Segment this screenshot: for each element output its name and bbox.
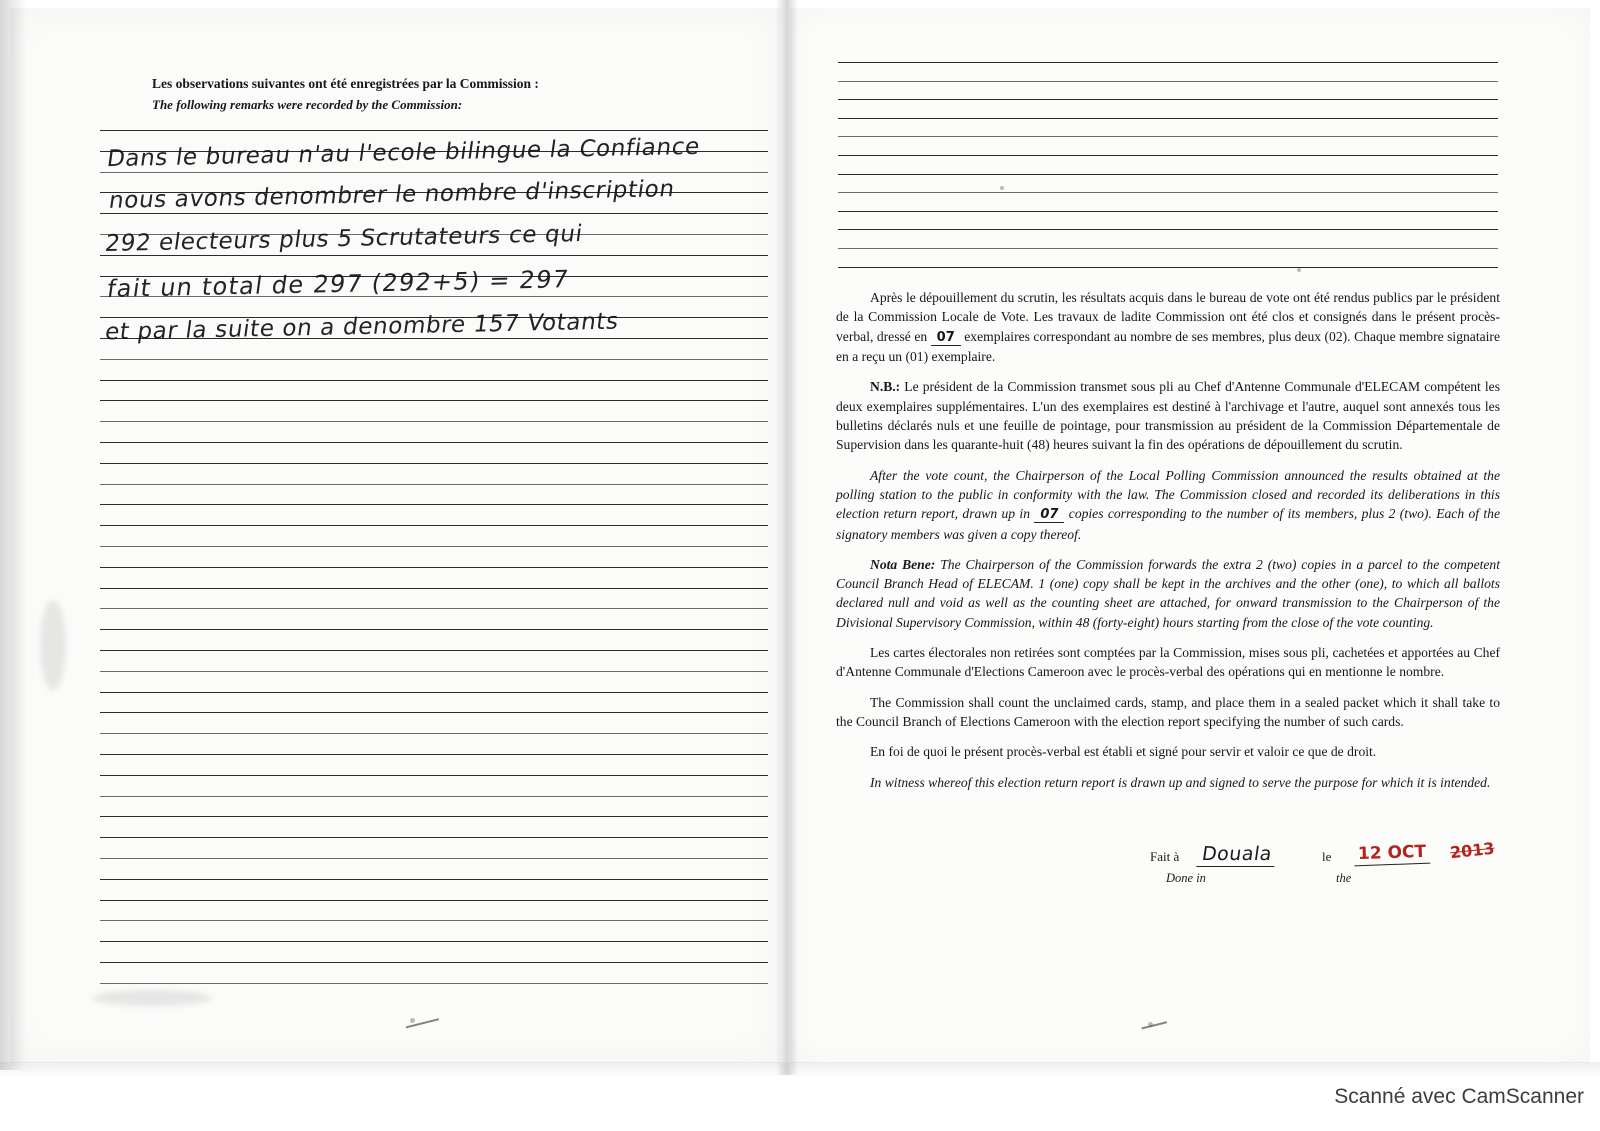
ruled-line bbox=[838, 229, 1498, 230]
handwritten-line-5: et par la suite on a denombre 157 Votants bbox=[103, 308, 621, 346]
right-page-body bbox=[836, 288, 1500, 803]
ruled-line bbox=[838, 211, 1498, 212]
paragraph-nb-fr bbox=[836, 377, 1500, 454]
page-bottom-shadow bbox=[0, 1062, 1600, 1078]
ruled-line bbox=[100, 421, 768, 422]
paragraph-unclaimed-cards-en: The Commission shall count the unclaimed cards, stamp, and place them in a sealed packet which it shall take to the Council Branch of Elections Cameroon with the election report specifying the number of such cards. bbox=[836, 694, 1500, 729]
done-in-label: Done in bbox=[1166, 871, 1206, 885]
ruled-line bbox=[838, 62, 1498, 63]
ruled-line bbox=[838, 192, 1498, 193]
ruled-line bbox=[100, 733, 768, 734]
ruled-line bbox=[100, 816, 768, 817]
ruled-line bbox=[100, 359, 768, 360]
paragraph-witness-fr: En foi de quoi le présent procès-verbal est établi et signé pour servir et valoir ce que de droit. bbox=[870, 744, 1377, 760]
ruled-line bbox=[100, 130, 768, 131]
signature-block bbox=[1150, 838, 1510, 885]
scan-smudge bbox=[40, 600, 66, 690]
the-label: the bbox=[1336, 871, 1352, 885]
para1-text: Après le dépouillement du scrutin, les résultats acquis dans le bureau de vote ont été rendus publics par le président de la Commission Locale de Vote. Les travaux de ladite Commission ont été clos et consignés dans le présent procès-verbal, dressé en bbox=[836, 290, 1500, 344]
scan-speck bbox=[1000, 186, 1004, 190]
ruled-line bbox=[838, 248, 1498, 249]
ruled-lines-left bbox=[100, 130, 768, 998]
ruled-line bbox=[100, 588, 768, 589]
nota-bene-text: The Chairperson of the Commission forwards the extra 2 (two) copies in a parcel to the competent Council Branch Head of ELECAM. 1 (one) copy shall be kept in the archives and the other (one), to which all ballots declared null and void as well as the counting sheet are attached, for onward transmission to the Chairperson of the Divisional Supervisory Commission, within 48 (forty-eight) hours starting from the close of the vote counting. bbox=[836, 556, 1501, 630]
ruled-line bbox=[100, 671, 768, 672]
ruled-line bbox=[100, 172, 768, 173]
ruled-line bbox=[100, 900, 768, 901]
paragraph-nota-bene-en bbox=[836, 555, 1500, 632]
nota-bene-lead-label: Nota Bene: bbox=[870, 556, 936, 572]
ruled-line bbox=[100, 400, 768, 401]
year-value: 2013 bbox=[1449, 838, 1496, 863]
ruled-line bbox=[100, 629, 768, 630]
ruled-line bbox=[100, 380, 768, 381]
para1-text-after: exemplaires correspondant au nombre de ses membres, plus deux (02). Chaque membre signataire en a reçu un (01) exemplaire. bbox=[836, 328, 1500, 365]
fait-a-label: Fait à bbox=[1150, 849, 1180, 864]
ruled-line bbox=[100, 712, 768, 713]
handwritten-line-3: 292 electeurs plus 5 Scrutateurs ce qui bbox=[103, 221, 585, 257]
ruled-line bbox=[100, 650, 768, 651]
ruled-line bbox=[100, 692, 768, 693]
ruled-line bbox=[100, 796, 768, 797]
ruled-line bbox=[100, 442, 768, 443]
ruled-line bbox=[838, 174, 1498, 175]
para3-copies-value: 07 bbox=[1034, 507, 1064, 523]
ruled-line bbox=[100, 567, 768, 568]
le-label: le bbox=[1322, 849, 1332, 864]
ruled-lines-right bbox=[838, 62, 1498, 280]
ruled-line bbox=[838, 99, 1498, 100]
ruled-line bbox=[100, 608, 768, 609]
ruled-line bbox=[100, 775, 768, 776]
book-spine-shadow bbox=[776, 0, 798, 1075]
ruled-line bbox=[100, 983, 768, 984]
scan-smudge bbox=[92, 990, 212, 1006]
ruled-line bbox=[100, 754, 768, 755]
signature-row bbox=[1150, 838, 1510, 885]
page-edge-shadow bbox=[0, 0, 26, 1070]
ruled-line bbox=[100, 463, 768, 464]
ruled-line bbox=[100, 546, 768, 547]
nb-lead-label: N.B.: bbox=[870, 379, 901, 395]
scan-speck bbox=[410, 1018, 415, 1023]
ruled-line bbox=[100, 941, 768, 942]
paragraph-unclaimed-cards-fr: Les cartes électorales non retirées sont comptées par la Commission, mises sous pli, cachetées et apportées au Chef d'Antenne Communale d'Elections Cameroon avec le procès-verbal des opérations qui en mentionne le nombre. bbox=[836, 645, 1500, 680]
para3-text: After the vote count, the Chairperson of the Local Polling Commission announced the results obtained at the polling station to the public in conformity with the law. The Commission closed and recorded its deliberations in this election return report, drawn up in bbox=[836, 467, 1500, 522]
para1-copies-value: 07 bbox=[931, 330, 961, 346]
nb-text: Le président de la Commission transmet sous pli au Chef d'Antenne Communale d'ELECAM compétent les deux exemplaires supplémentaires. L'un des exemplaires est destiné à l'archivage et l'autre, auquel sont annexés tous les bulletins déclarés nuls et une feuille de pointage, pour transmission au président de la Commission Départementale de Supervision dans les quarante-huit (48) heures suivant la fin des opérations de dépouillement du scrutin. bbox=[836, 379, 1500, 453]
ruled-line bbox=[100, 504, 768, 505]
handwritten-line-1: Dans le bureau n'au l'ecole bilingue la Confiance bbox=[105, 133, 702, 173]
ruled-line bbox=[838, 81, 1498, 82]
remarks-heading bbox=[152, 74, 712, 115]
para3-text-after: copies corresponding to the number of its members, plus 2 (two). Each of the signatory members was given a copy thereof. bbox=[836, 506, 1500, 542]
handwritten-line-2: nous avons denombrer le nombre d'inscription bbox=[107, 176, 677, 214]
ruled-line bbox=[100, 879, 768, 880]
remarks-heading-fr: Les observations suivantes ont été enregistrées par la Commission : bbox=[152, 76, 539, 91]
paragraph-after-vote-count-fr bbox=[836, 288, 1500, 366]
ruled-line bbox=[100, 920, 768, 921]
ruled-line bbox=[838, 155, 1498, 156]
ruled-line bbox=[100, 213, 768, 214]
paragraph-after-vote-count-en bbox=[836, 466, 1500, 544]
handwritten-line-4: fait un total de 297 (292+5) = 297 bbox=[105, 265, 572, 303]
ruled-line bbox=[100, 837, 768, 838]
date-value: 12 OCT bbox=[1354, 842, 1431, 867]
ruled-line bbox=[838, 136, 1498, 137]
place-value: Douala bbox=[1196, 843, 1277, 867]
camscanner-watermark: Scanné avec CamScanner bbox=[1334, 1085, 1584, 1108]
ruled-line bbox=[100, 525, 768, 526]
remarks-heading-en: The following remarks were recorded by the Commission: bbox=[152, 96, 463, 112]
ruled-line bbox=[838, 118, 1498, 119]
paragraph-witness-en: In witness whereof this election return report is drawn up and signed to serve the purpose for which it is intended. bbox=[870, 774, 1491, 790]
ruled-line bbox=[100, 858, 768, 859]
ruled-line bbox=[100, 484, 768, 485]
ruled-line bbox=[838, 267, 1498, 268]
scan-speck bbox=[1297, 268, 1301, 272]
ruled-line bbox=[100, 962, 768, 963]
